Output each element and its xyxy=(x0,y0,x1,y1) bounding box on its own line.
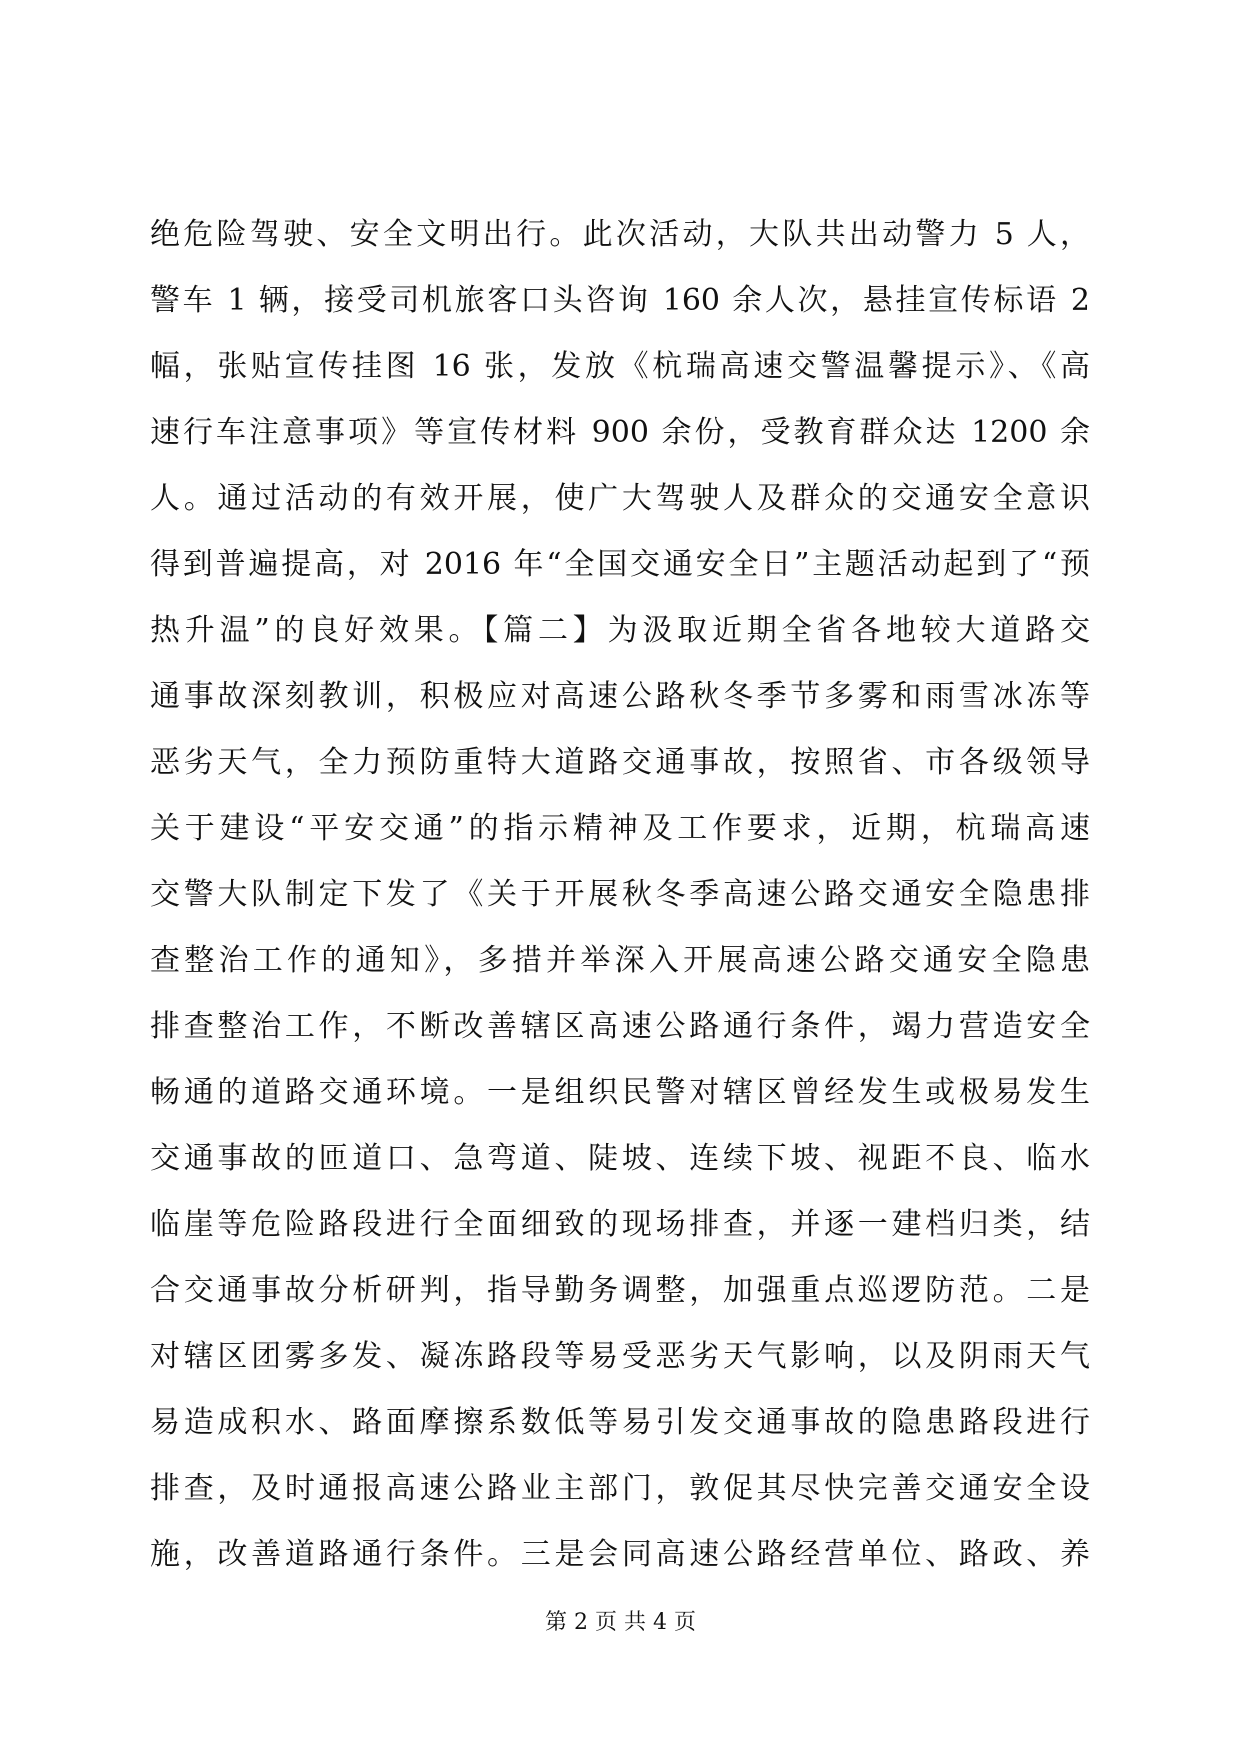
text-line: 排查整治工作，不断改善辖区高速公路通行条件，竭力营造安全 xyxy=(150,1009,1090,1044)
text-line: 得到普遍提高，对 2016 年“全国交通安全日”主题活动起到了“预 xyxy=(150,547,1090,582)
text-line: 畅通的道路交通环境。一是组织民警对辖区曾经发生或极易发生 xyxy=(150,1075,1090,1110)
text-line: 关于建设“平安交通”的指示精神及工作要求，近期，杭瑞高速 xyxy=(150,811,1090,846)
text-line: 合交通事故分析研判，指导勤务调整，加强重点巡逻防范。二是 xyxy=(150,1273,1090,1308)
text-line: 警车 1 辆，接受司机旅客口头咨询 160 余人次，悬挂宣传标语 2 xyxy=(150,283,1090,318)
body-text xyxy=(150,202,1090,1588)
text-line: 通事故深刻教训，积极应对高速公路秋冬季节多雾和雨雪冰冻等 xyxy=(150,679,1090,714)
text-line: 速行车注意事项》等宣传材料 900 余份，受教育群众达 1200 余 xyxy=(150,415,1090,450)
text-line: 交通事故的匝道口、急弯道、陡坡、连续下坡、视距不良、临水 xyxy=(150,1141,1090,1176)
page-number-footer: 第 2 页 共 4 页 xyxy=(545,1610,696,1635)
text-line: 临崖等危险路段进行全面细致的现场排查，并逐一建档归类，结 xyxy=(150,1207,1090,1242)
text-line: 查整治工作的通知》，多措并举深入开展高速公路交通安全隐患 xyxy=(150,943,1090,978)
text-line: 排查，及时通报高速公路业主部门，敦促其尽快完善交通安全设 xyxy=(150,1471,1090,1506)
text-line: 交警大队制定下发了《关于开展秋冬季高速公路交通安全隐患排 xyxy=(150,877,1090,912)
text-line: 幅，张贴宣传挂图 16 张，发放《杭瑞高速交警温馨提示》、《高 xyxy=(150,349,1090,384)
text-line: 热升温”的良好效果。【篇二】为汲取近期全省各地较大道路交 xyxy=(150,613,1090,648)
text-line: 施，改善道路通行条件。三是会同高速公路经营单位、路政、养 xyxy=(150,1537,1090,1572)
text-line: 易造成积水、路面摩擦系数低等易引发交通事故的隐患路段进行 xyxy=(150,1405,1090,1440)
text-line: 恶劣天气，全力预防重特大道路交通事故，按照省、市各级领导 xyxy=(150,745,1090,780)
text-line: 对辖区团雾多发、凝冻路段等易受恶劣天气影响，以及阴雨天气 xyxy=(150,1339,1090,1374)
text-line: 人。通过活动的有效开展，使广大驾驶人及群众的交通安全意识 xyxy=(150,481,1090,516)
text-line: 绝危险驾驶、安全文明出行。此次活动，大队共出动警力 5 人， xyxy=(150,217,1090,252)
